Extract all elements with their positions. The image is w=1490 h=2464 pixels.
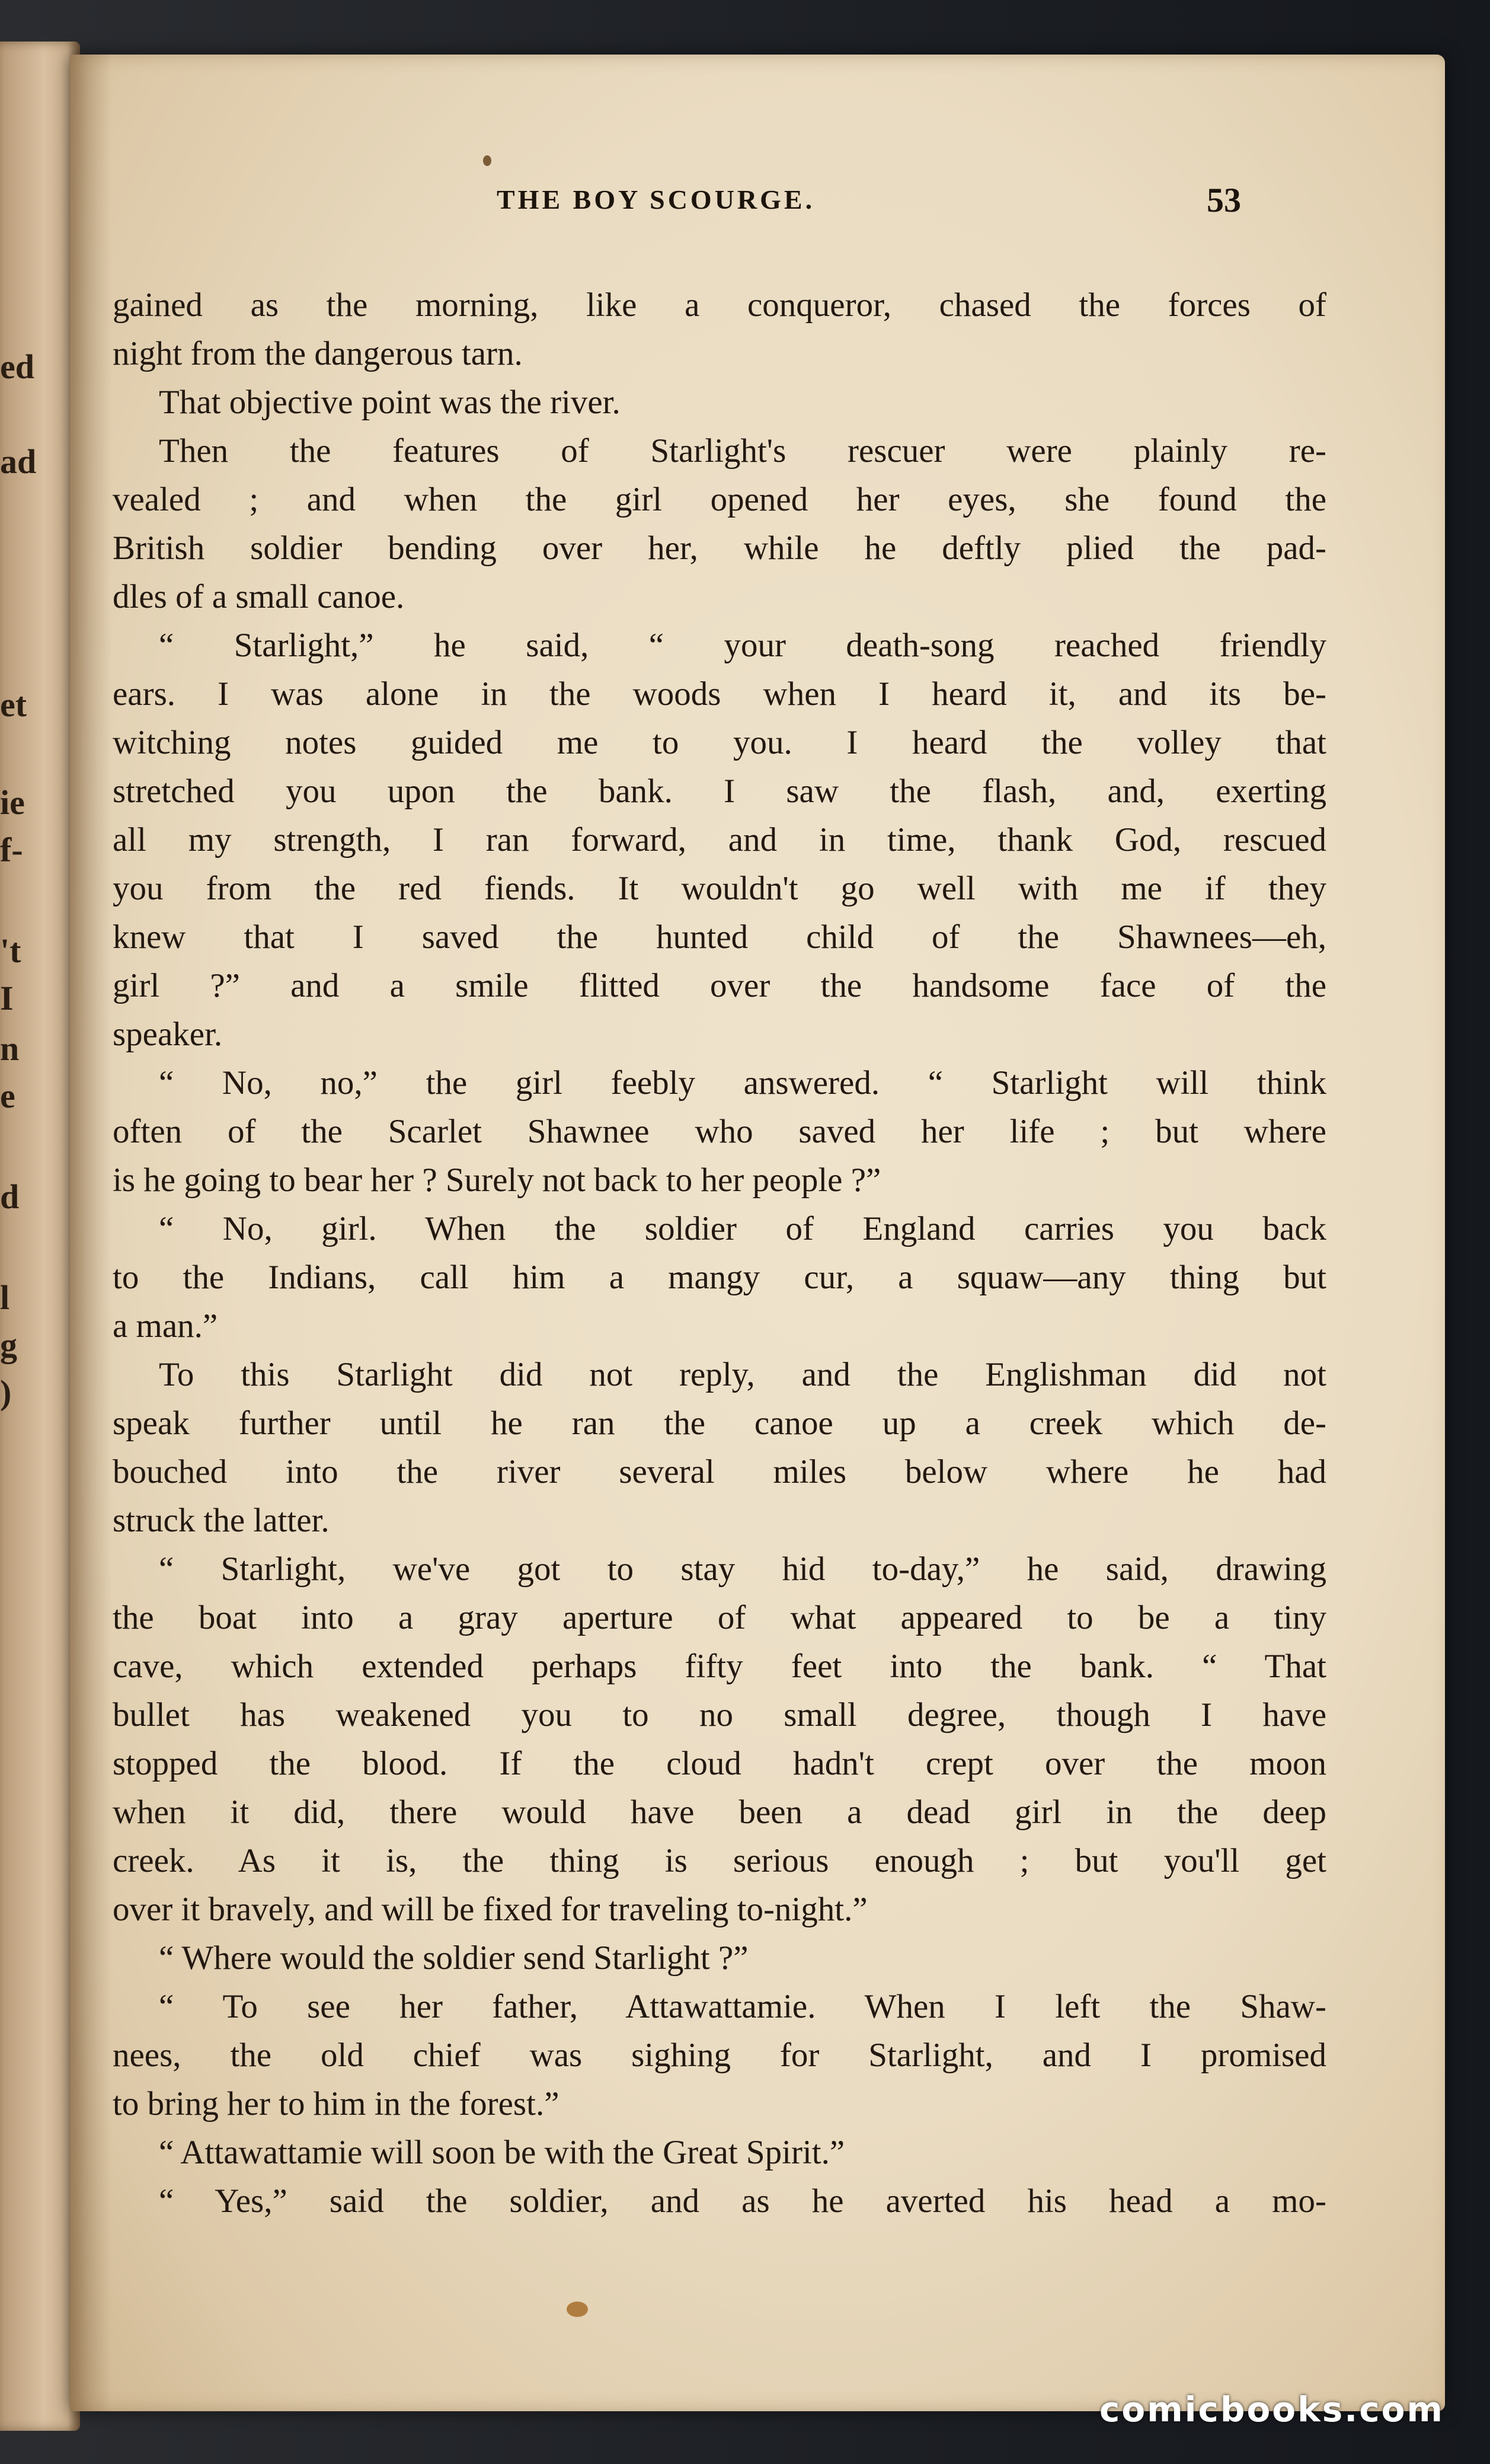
prev-page-fragment: ed — [0, 347, 34, 386]
text-line: ears. I was alone in the woods when I heard it, and its be- — [113, 675, 1326, 713]
watermark: comicbooks.com — [1099, 2389, 1444, 2430]
text-line: nees, the old chief was sighing for Starlight, and I promised — [113, 2037, 1326, 2074]
text-line: British soldier bending over her, while he deftly plied the pad- — [113, 529, 1326, 567]
text-line: “ Where would the soldier send Starlight ?” — [159, 1939, 749, 1977]
prev-page-fragment: 't — [0, 931, 21, 970]
text-line: “ Yes,” said the soldier, and as he averted his head a mo- — [159, 2182, 1326, 2220]
prev-page-fragment: ad — [0, 442, 37, 481]
text-line: a man.” — [113, 1307, 218, 1345]
text-line: is he going to bear her ? Surely not back to her people ?” — [113, 1161, 881, 1199]
spine-shadow — [70, 55, 111, 2411]
previous-page-edge — [0, 42, 80, 2431]
text-line: gained as the morning, like a conqueror, chased the forces of — [113, 286, 1326, 324]
prev-page-fragment: ie — [0, 783, 25, 822]
book-page — [70, 55, 1445, 2411]
text-line: witching notes guided me to you. I heard the volley that — [113, 724, 1326, 761]
prev-page-fragment: l — [0, 1278, 10, 1317]
text-line: the boat into a gray aperture of what appeared to be a tiny — [113, 1599, 1326, 1636]
text-line: bouched into the river several miles below where he had — [113, 1453, 1326, 1490]
text-line: bullet has weakened you to no small degree, though I have — [113, 1696, 1326, 1734]
text-line: you from the red fiends. It wouldn't go well with me if they — [113, 870, 1326, 907]
ink-speck — [567, 2302, 588, 2317]
text-line: “ No, no,” the girl feebly answered. “ Starlight will think — [159, 1064, 1326, 1102]
text-line: all my strength, I ran forward, and in time, thank God, rescued — [113, 821, 1326, 858]
text-line: stretched you upon the bank. I saw the flash, and, exerting — [113, 773, 1326, 810]
text-line: struck the latter. — [113, 1502, 330, 1539]
text-line: “ Starlight, we've got to stay hid to-day,” he said, drawing — [159, 1550, 1326, 1588]
text-line: “ No, girl. When the soldier of England carries you back — [159, 1210, 1326, 1247]
ink-speck — [483, 155, 491, 166]
prev-page-fragment: f- — [0, 831, 23, 869]
text-line: Then the features of Starlight's rescuer were plainly re- — [159, 432, 1326, 470]
prev-page-fragment: e — [0, 1077, 15, 1115]
text-line: “ Attawattamie will soon be with the Great Spirit.” — [159, 2134, 845, 2171]
text-line: That objective point was the river. — [159, 384, 621, 421]
text-line: speaker. — [113, 1016, 223, 1053]
text-line: girl ?” and a smile flitted over the handsome face of the — [113, 967, 1326, 1004]
text-line: To this Starlight did not reply, and the Englishman did not — [159, 1356, 1326, 1393]
text-line: over it bravely, and will be fixed for traveling to-night.” — [113, 1891, 868, 1928]
text-line: stopped the blood. If the cloud hadn't crept over the moon — [113, 1745, 1326, 1782]
prev-page-fragment: et — [0, 685, 27, 724]
text-line: night from the dangerous tarn. — [113, 335, 523, 372]
text-line: when it did, there would have been a dead girl in the deep — [113, 1793, 1326, 1831]
prev-page-fragment: I — [0, 979, 14, 1017]
text-line: “ To see her father, Attawattamie. When I left the Shaw- — [159, 1988, 1326, 2025]
text-line: cave, which extended perhaps fifty feet into the bank. “ That — [113, 1648, 1326, 1685]
page-number: 53 — [1207, 181, 1241, 219]
page-header — [70, 181, 1445, 237]
text-line: to the Indians, call him a mangy cur, a squaw—any thing but — [113, 1259, 1326, 1296]
prev-page-fragment: n — [0, 1029, 20, 1068]
text-line: creek. As it is, the thing is serious enough ; but you'll get — [113, 1842, 1326, 1879]
prev-page-fragment: ) — [0, 1373, 12, 1412]
text-line: dles of a small canoe. — [113, 578, 405, 615]
text-line: speak further until he ran the canoe up a creek which de- — [113, 1405, 1326, 1442]
running-head: THE BOY SCOURGE. — [497, 184, 816, 215]
text-line: knew that I saved the hunted child of the Shawnees—eh, — [113, 918, 1326, 956]
text-line: to bring her to him in the forest.” — [113, 2085, 559, 2123]
text-line: often of the Scarlet Shawnee who saved her life ; but where — [113, 1113, 1326, 1150]
text-line: vealed ; and when the girl opened her eyes, she found the — [113, 481, 1326, 518]
prev-page-fragment: d — [0, 1177, 20, 1216]
body-text — [113, 281, 1326, 2226]
text-line: “ Starlight,” he said, “ your death-song reached friendly — [159, 627, 1326, 664]
prev-page-fragment: g — [0, 1326, 17, 1364]
